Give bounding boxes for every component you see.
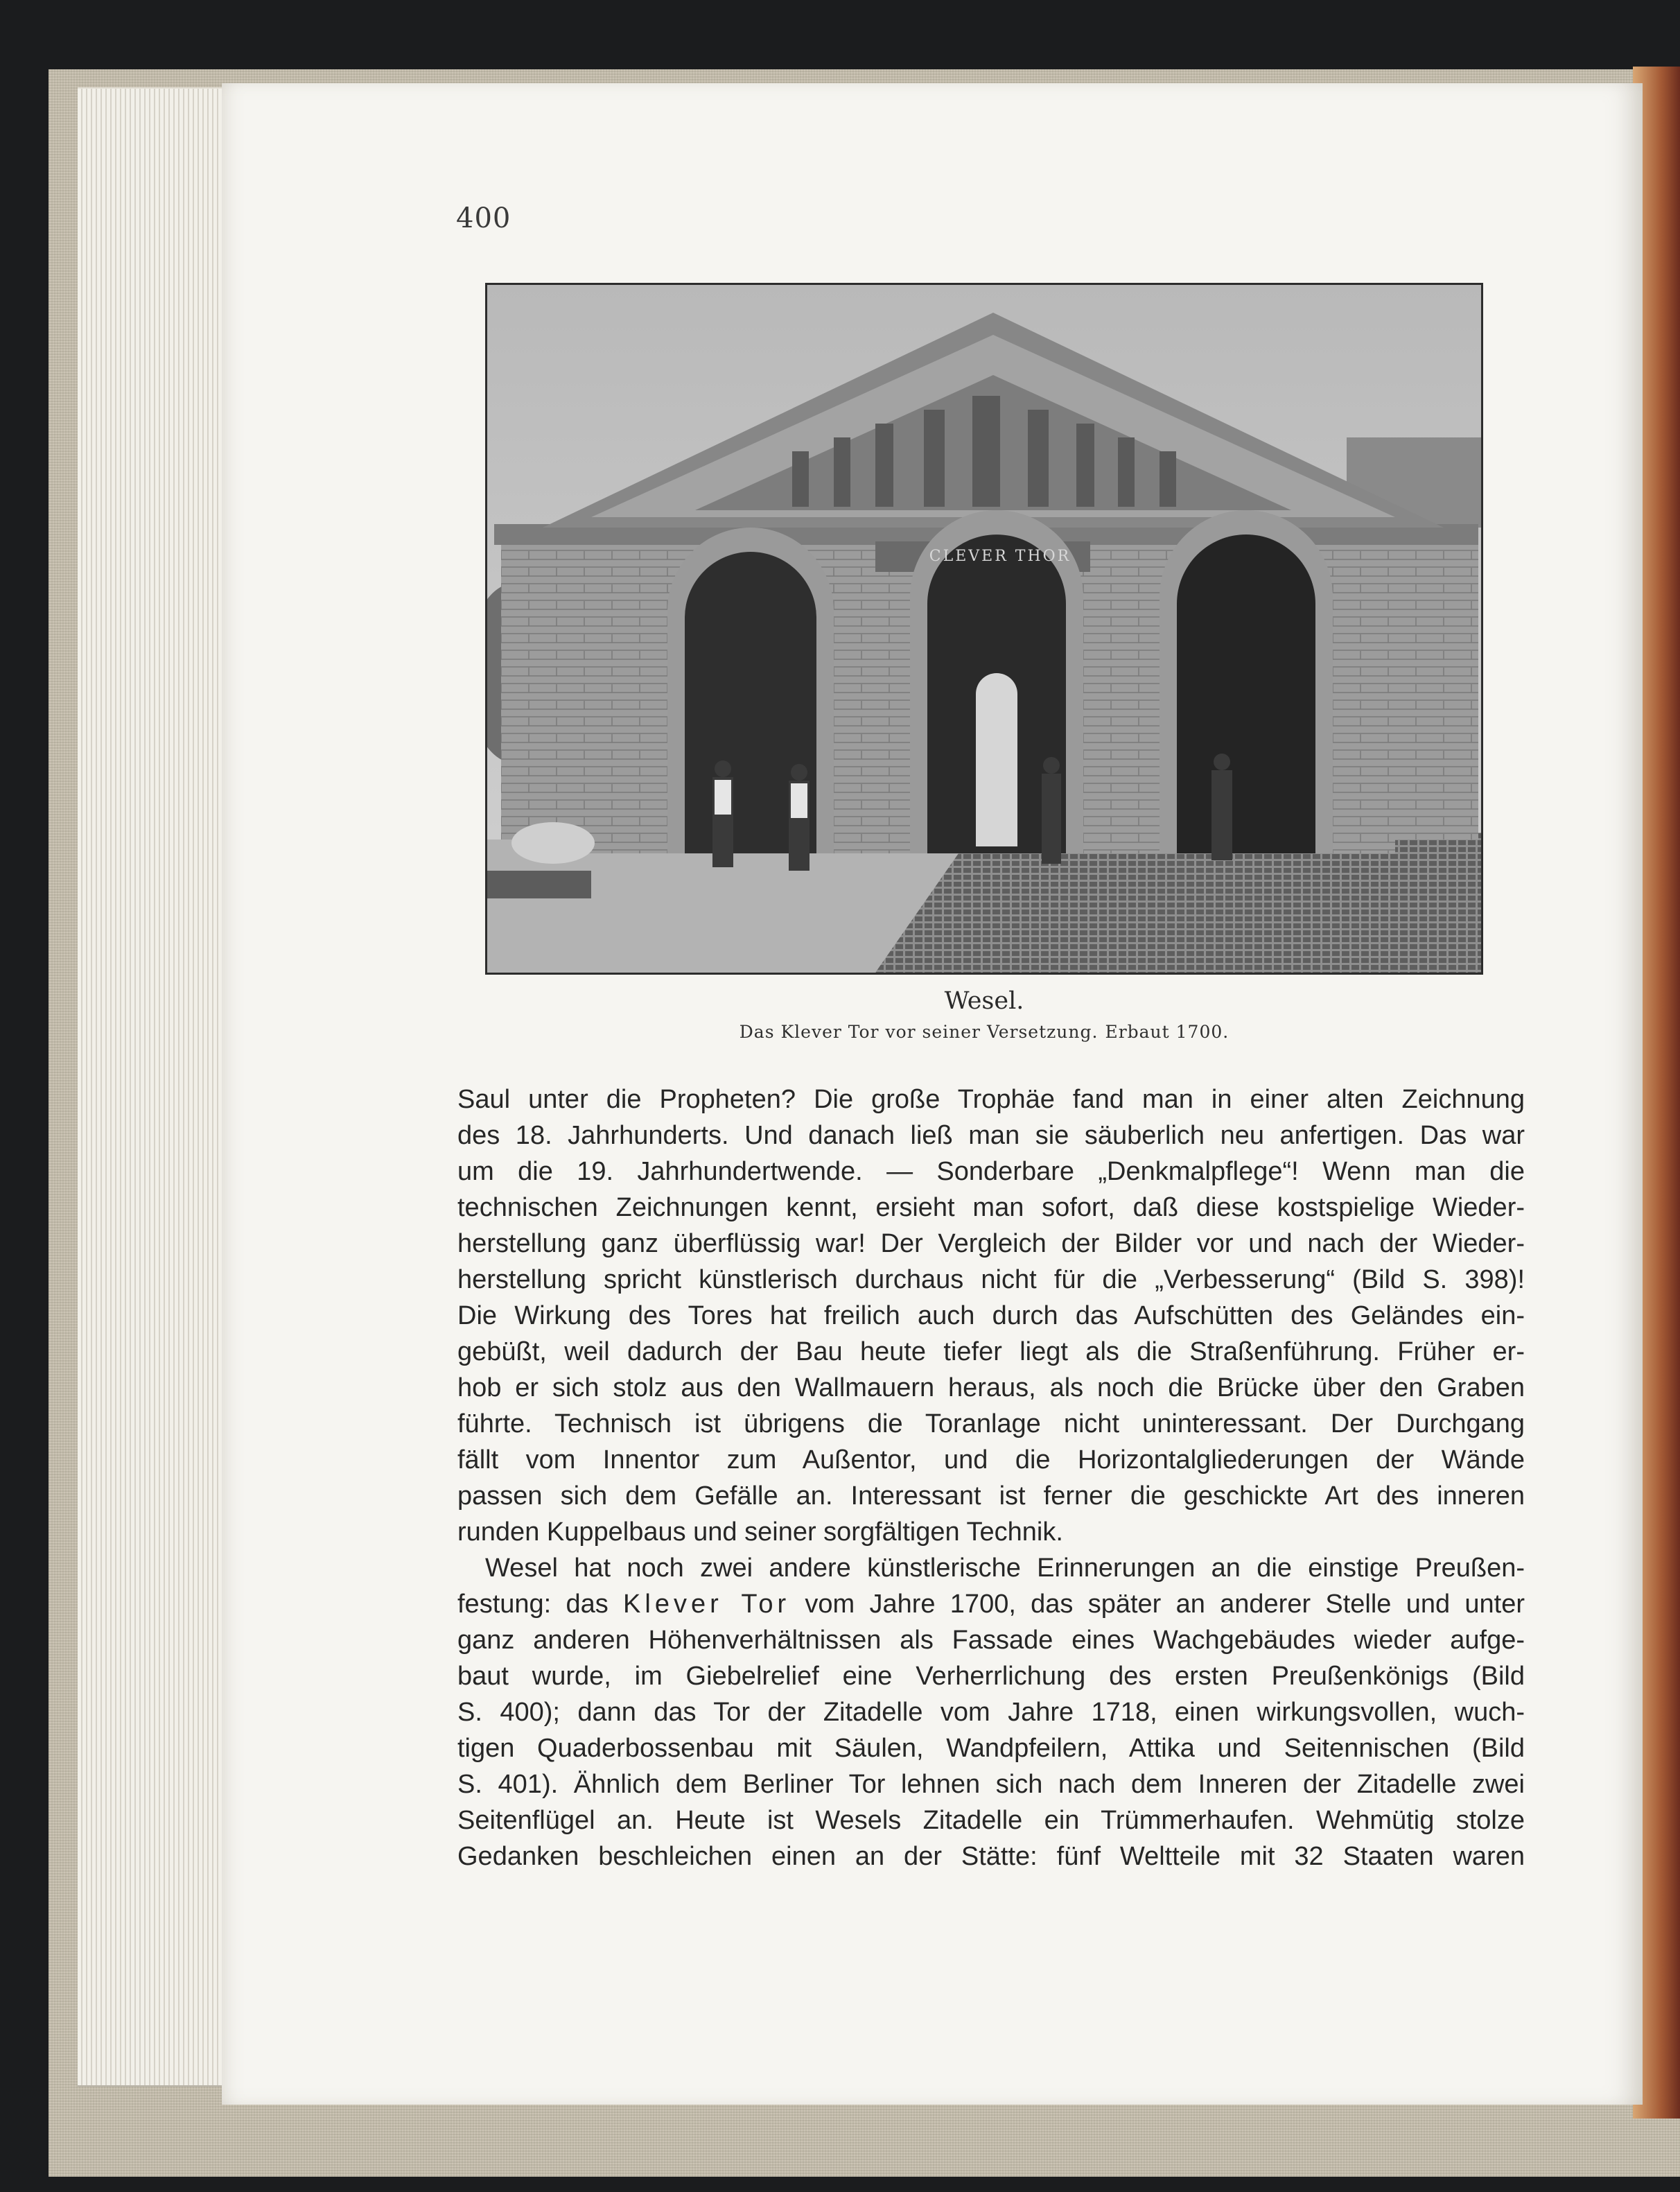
text-line: Gedanken beschleichen einen an der Stätte: fünf Weltteile mit 32 Staaten waren [457,1842,1525,1871]
text-line: gebüßt, weil dadurch der Bau heute tiefer liegt als die Straßenführung. Früher er- [457,1337,1525,1366]
text-line: Die Wirkung des Tores hat freilich auch durch das Aufschütten des Geländes ein- [457,1301,1525,1330]
text-line: führte. Technisch ist übrigens die Toranlage nicht uninteressant. Der Durchgang [457,1409,1525,1438]
text-line: um die 19. Jahrhundertwende. — Sonderbare „Denkmalpflege“! Wenn man die [457,1157,1525,1186]
text-line [457,1586,1525,1622]
text-line: herstellung ganz überflüssig war! Der Vergleich der Bilder vor und nach der Wieder- [457,1229,1525,1258]
figure-caption-subtitle [485,1022,1483,1042]
text-line: Seitenflügel an. Heute ist Wesels Zitadelle ein Trümmerhaufen. Wehmütig stolze [457,1806,1525,1835]
page-number: 400 [456,202,511,234]
text-line: Saul unter die Propheten? Die große Trophäe fand man in einer alten Zeichnung [457,1085,1525,1114]
figure-photo [485,283,1483,975]
figure-caption-title: Wesel. [944,987,1024,1015]
text-line: S. 401). Ähnlich dem Berliner Tor lehnen sich nach dem Inneren der Zitadelle zwei [457,1770,1525,1799]
text-line: fällt vom Innentor zum Außentor, und die Horizontalgliederungen der Wände [457,1445,1525,1475]
gate-inscription: CLEVER THOR [929,548,1071,565]
text-line: S. 400); dann das Tor der Zitadelle vom Jahre 1718, einen wirkungsvollen, wuch- [457,1698,1525,1727]
text-line: passen sich dem Gefälle an. Interessant ist ferner die geschickte Art des inneren [457,1481,1525,1511]
text-line: des 18. Jahrhunderts. Und danach ließ man sie säuberlich neu anfertigen. Das war [457,1121,1525,1150]
figure-caption-description: Das Klever Tor vor seiner Versetzung. [739,1022,1099,1042]
text-fragment: vom Jahre 1700, das später an anderer Stelle und unter [805,1590,1525,1619]
text-line: ganz anderen Höhenverhältnissen als Fassade eines Wachgebäudes wieder aufge- [457,1626,1525,1655]
text-line: Wesel hat noch zwei andere künstlerische Erinnerungen an die einstige Preußen- [485,1554,1525,1583]
text-line: baut wurde, im Giebelrelief eine Verherrlichung des ersten Preußenkönigs (Bild [457,1662,1525,1691]
text-line: hob er sich stolz aus den Wallmauern heraus, als noch die Brücke über den Graben [457,1373,1525,1402]
body-text [457,1081,1525,1874]
text-line: runden Kuppelbaus und seiner sorgfältigen Technik. [457,1517,1063,1547]
page-edges [78,87,230,2087]
text-line: herstellung spricht künstlerisch durchaus nicht für die „Verbesserung“ (Bild S. 398)! [457,1265,1525,1294]
figure-caption-date: Erbaut 1700. [1105,1022,1230,1042]
text-line: technischen Zeichnungen kennt, ersieht man sofort, daß diese kostspielige Wieder- [457,1193,1525,1222]
text-line: tigen Quaderbossenbau mit Säulen, Wandpfeilern, Attika und Seitennischen (Bild [457,1734,1525,1763]
text-fragment: festung: das [457,1590,609,1619]
emphasized-text: Klever Tor [623,1590,791,1619]
